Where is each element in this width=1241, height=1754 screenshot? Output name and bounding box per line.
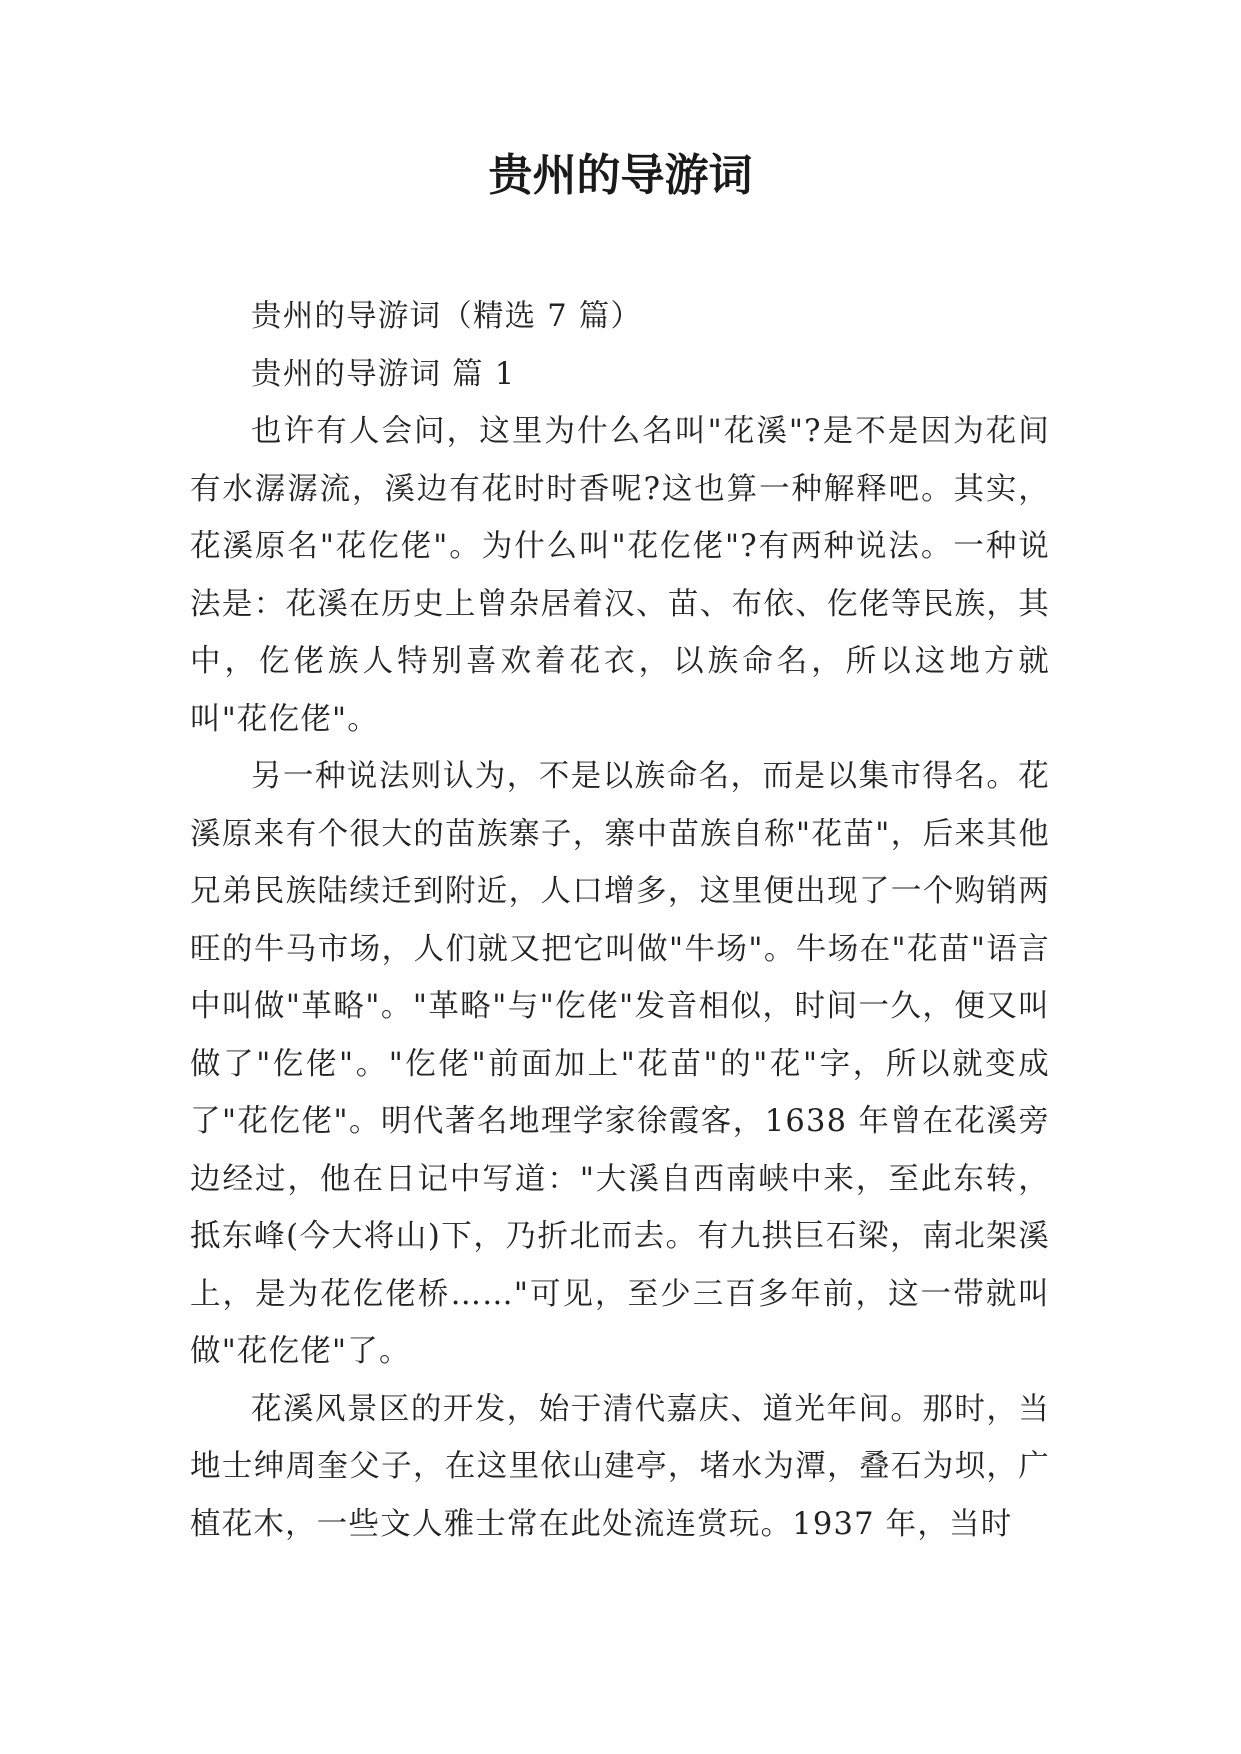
document-body [190,288,1050,1553]
body-paragraph: 花溪风景区的开发，始于清代嘉庆、道光年间。那时，当地士绅周奎父子，在这里依山建亭，堵水为潭，叠石为坝，广植花木，一些文人雅士常在此处流连赏玩。1937 年，当时 [190,1391,1050,1542]
subtitle-paragraph: 贵州的导游词（精选 7 篇） [251,299,643,334]
document-title: 贵州的导游词 [488,150,753,201]
section-heading-paragraph: 贵州的导游词 篇 1 [251,356,516,392]
body-paragraph: 也许有人会问，这里为什么名叫"花溪"?是不是因为花间有水潺潺流，溪边有花时时香呢?这也算一种解释吧。其实，花溪原名"花仡佬"。为什么叫"花仡佬"?有两种说法。一种说法是：花溪在历史上曾杂居着汉、苗、布依、仡佬等民族，其中，仡佬族人特别喜欢着花衣，以族命名，所以这地方就叫"花仡佬"。 [190,414,1050,737]
body-paragraph: 另一种说法则认为，不是以族命名，而是以集市得名。花溪原来有个很大的苗族寨子，寨中苗族自称"花苗"，后来其他兄弟民族陆续迁到附近，人口增多，这里便出现了一个购销两旺的牛马市场，人们就又把它叫做"牛场"。牛场在"花苗"语言中叫做"革略"。"革略"与"仡佬"发音相似，时间一久，便又叫做了"仡佬"。"仡佬"前面加上"花苗"的"花"字，所以就变成了"花仡佬"。明代著名地理学家徐霞客，1638 年曾在花溪旁边经过，他在日记中写道："大溪自西南峡中来，至此东转，抵东峰(今大将山)下，乃折北而去。有九拱巨石梁，南北架溪上，是为花仡佬桥……"可见，至少三百多年前，这一带就叫做"花仡佬"了。 [190,759,1050,1369]
